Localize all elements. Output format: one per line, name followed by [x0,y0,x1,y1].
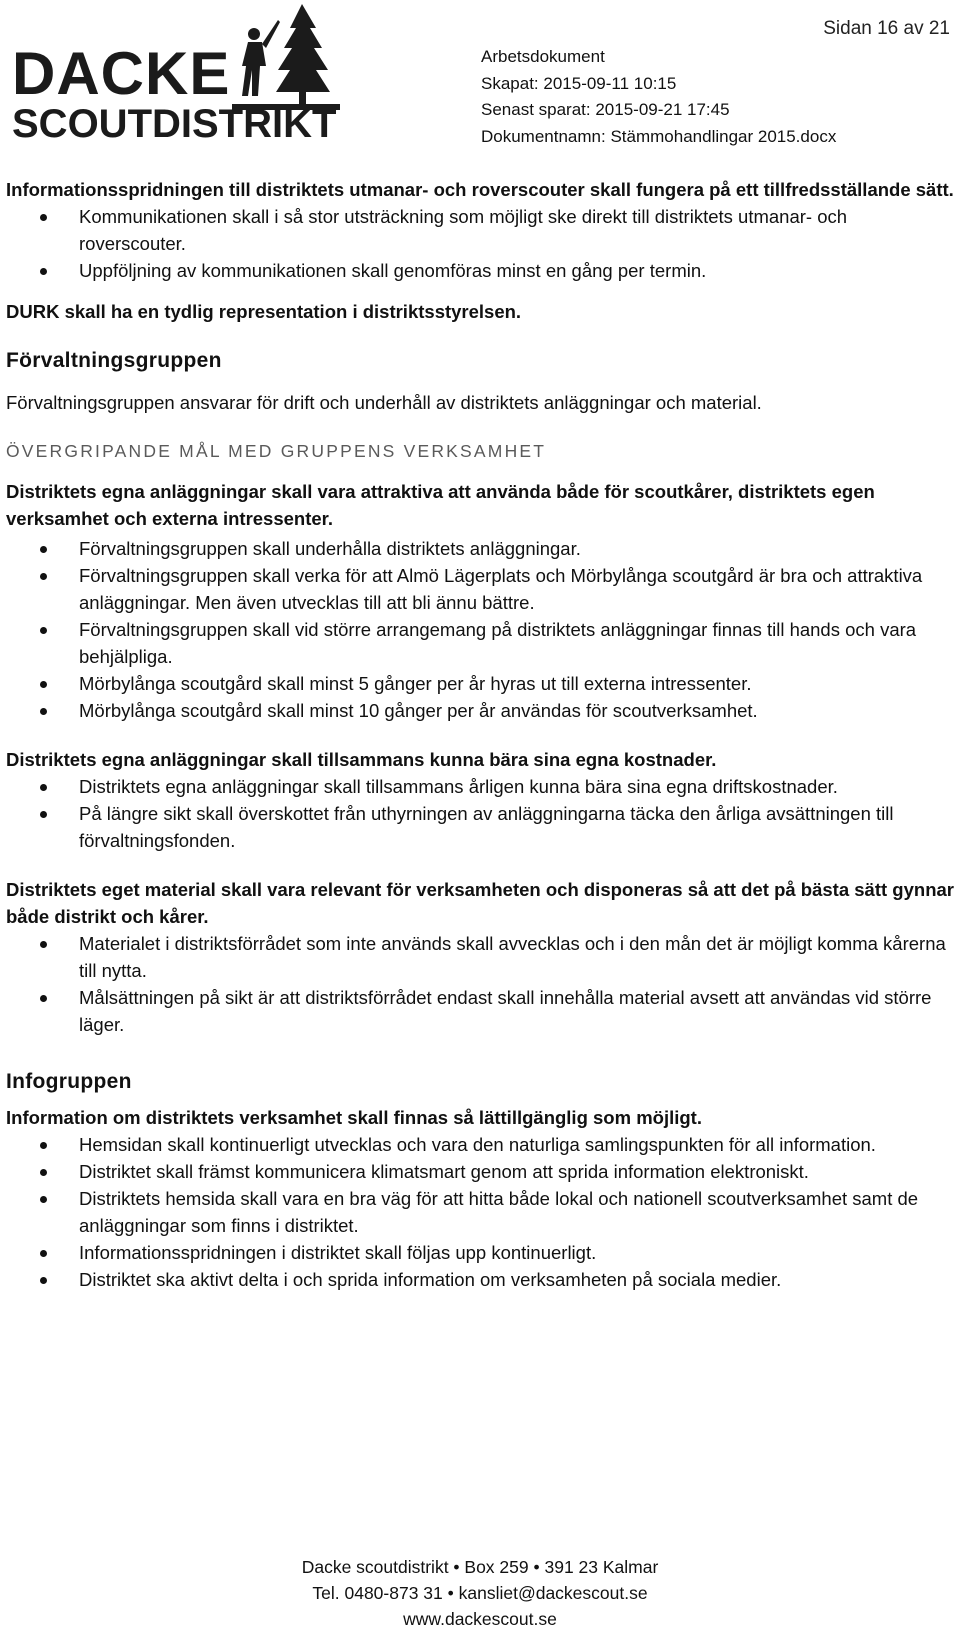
body-paragraph: Förvaltningsgruppen ansvarar för drift och underhåll av distriktets anläggningar och material. [6,392,762,413]
footer-website-link[interactable]: www.dackescout.se [403,1609,557,1629]
bullet-icon [40,573,47,580]
bullet-list [6,1131,954,1293]
list-item: Informationsspridningen i distriktet skall följas upp kontinuerligt. [6,1239,954,1266]
bullet-icon [40,1250,47,1257]
goal-paragraph: DURK skall ha en tydlig representation i distriktsstyrelsen. [6,301,522,322]
meta-saved: Senast sparat: 2015-09-21 17:45 [481,100,730,119]
list-item: Materialet i distriktsförrådet som inte används skall avvecklas och i den mån det är möjligt komma kårerna till nytta. [6,930,954,984]
page-number: Sidan 16 av 21 [823,18,950,39]
bullet-icon [40,784,47,791]
bullet-list [6,535,954,724]
bullet-icon [40,811,47,818]
list-item: Mörbylånga scoutgård skall minst 10 gånger per år användas för scoutverksamhet. [6,697,954,724]
section-heading: Förvaltningsgruppen [6,349,222,372]
meta-created: Skapat: 2015-09-11 10:15 [481,73,677,93]
section-heading: Infogruppen [6,1070,132,1093]
list-item: Mörbylånga scoutgård skall minst 5 gånger per år hyras ut till externa intressenter. [6,670,954,697]
logo-wordmark-dacke: DACKE [12,40,231,107]
list-item: Distriktets hemsida skall vara en bra väg för att hitta både lokal och nationell scoutverksamhet samt de anläggningar som finns i distriktet. [6,1185,954,1239]
bullet-list [6,203,954,284]
bullet-list [6,773,954,854]
bullet-icon [40,546,47,553]
bullet-icon [40,1142,47,1149]
goal-paragraph: Information om distriktets verksamhet skall finnas så lättillgänglig som möjligt. [6,1107,702,1128]
logo-wordmark-scoutdistrikt: SCOUTDISTRIKT [12,102,337,146]
list-item: Distriktet ska aktivt delta i och sprida information om verksamheten på sociala medier. [6,1266,954,1293]
list-item: Distriktets egna anläggningar skall tillsammans årligen kunna bära sina egna driftskostnader. [6,773,954,800]
bullet-icon [40,1169,47,1176]
goal-paragraph: Distriktets egna anläggningar skall tillsammans kunna bära sina egna kostnader. [6,749,717,770]
bullet-icon [40,627,47,634]
scout-tree-logo-icon [232,0,340,112]
list-item: Distriktet skall främst kommunicera klimatsmart genom att sprida information elektroniskt. [6,1158,954,1185]
footer-contact: Tel. 0480-873 31 • kansliet@dackescout.se [312,1583,648,1603]
list-item: På längre sikt skall överskottet från uthyrningen av anläggningarna täcka den årliga avsättningen till förvaltningsfonden. [6,800,954,854]
goal-paragraph: Informationsspridningen till distriktets utmanar- och roverscouter skall fungera på ett tillfredsställande sätt. [6,179,954,200]
page-footer [0,1554,960,1632]
dacke-logo [6,0,336,150]
meta-type: Arbetsdokument [481,47,605,66]
footer-address: Dacke scoutdistrikt • Box 259 • 391 23 Kalmar [301,1557,659,1577]
goal-paragraph: Distriktets eget material skall vara relevant för verksamheten och disponeras så att det på bästa sätt gynnar både distrikt och kårer. [6,879,954,927]
meta-filename: Dokumentnamn: Stämmohandlingar 2015.docx [481,126,837,146]
bullet-icon [40,1196,47,1203]
list-item: Kommunikationen skall i så stor utsträckning som möjligt ske direkt till distriktets utmanar- och roverscouter. [6,203,954,257]
bullet-icon [40,268,47,275]
bullet-list [6,930,954,1038]
bullet-icon [40,995,47,1002]
document-body [6,176,954,1293]
bullet-icon [40,681,47,688]
list-item: Uppföljning av kommunikationen skall genomföras minst en gång per termin. [6,257,954,284]
bullet-icon [40,708,47,715]
bullet-icon [40,1277,47,1284]
subsection-heading: ÖVERGRIPANDE MÅL MED GRUPPENS VERKSAMHET [6,441,547,461]
list-item: Förvaltningsgruppen skall underhålla distriktets anläggningar. [6,535,954,562]
goal-paragraph: Distriktets egna anläggningar skall vara attraktiva att använda både för scoutkårer, distriktets egen verksamhet och externa intressenter. [6,481,875,529]
list-item: Förvaltningsgruppen skall vid större arrangemang på distriktets anläggningar finnas till hands och vara behjälpliga. [6,616,954,670]
bullet-icon [40,941,47,948]
list-item: Hemsidan skall kontinuerligt utvecklas och vara den naturliga samlingspunkten för all information. [6,1131,954,1158]
list-item: Förvaltningsgruppen skall verka för att Almö Lägerplats och Mörbylånga scoutgård är bra och attraktiva anläggningar. Men även utvecklas till att bli ännu bättre. [6,562,954,616]
bullet-icon [40,214,47,221]
list-item: Målsättningen på sikt är att distriktsförrådet endast skall innehålla material avsett att användas vid större läger. [6,984,954,1038]
document-meta [481,44,836,150]
